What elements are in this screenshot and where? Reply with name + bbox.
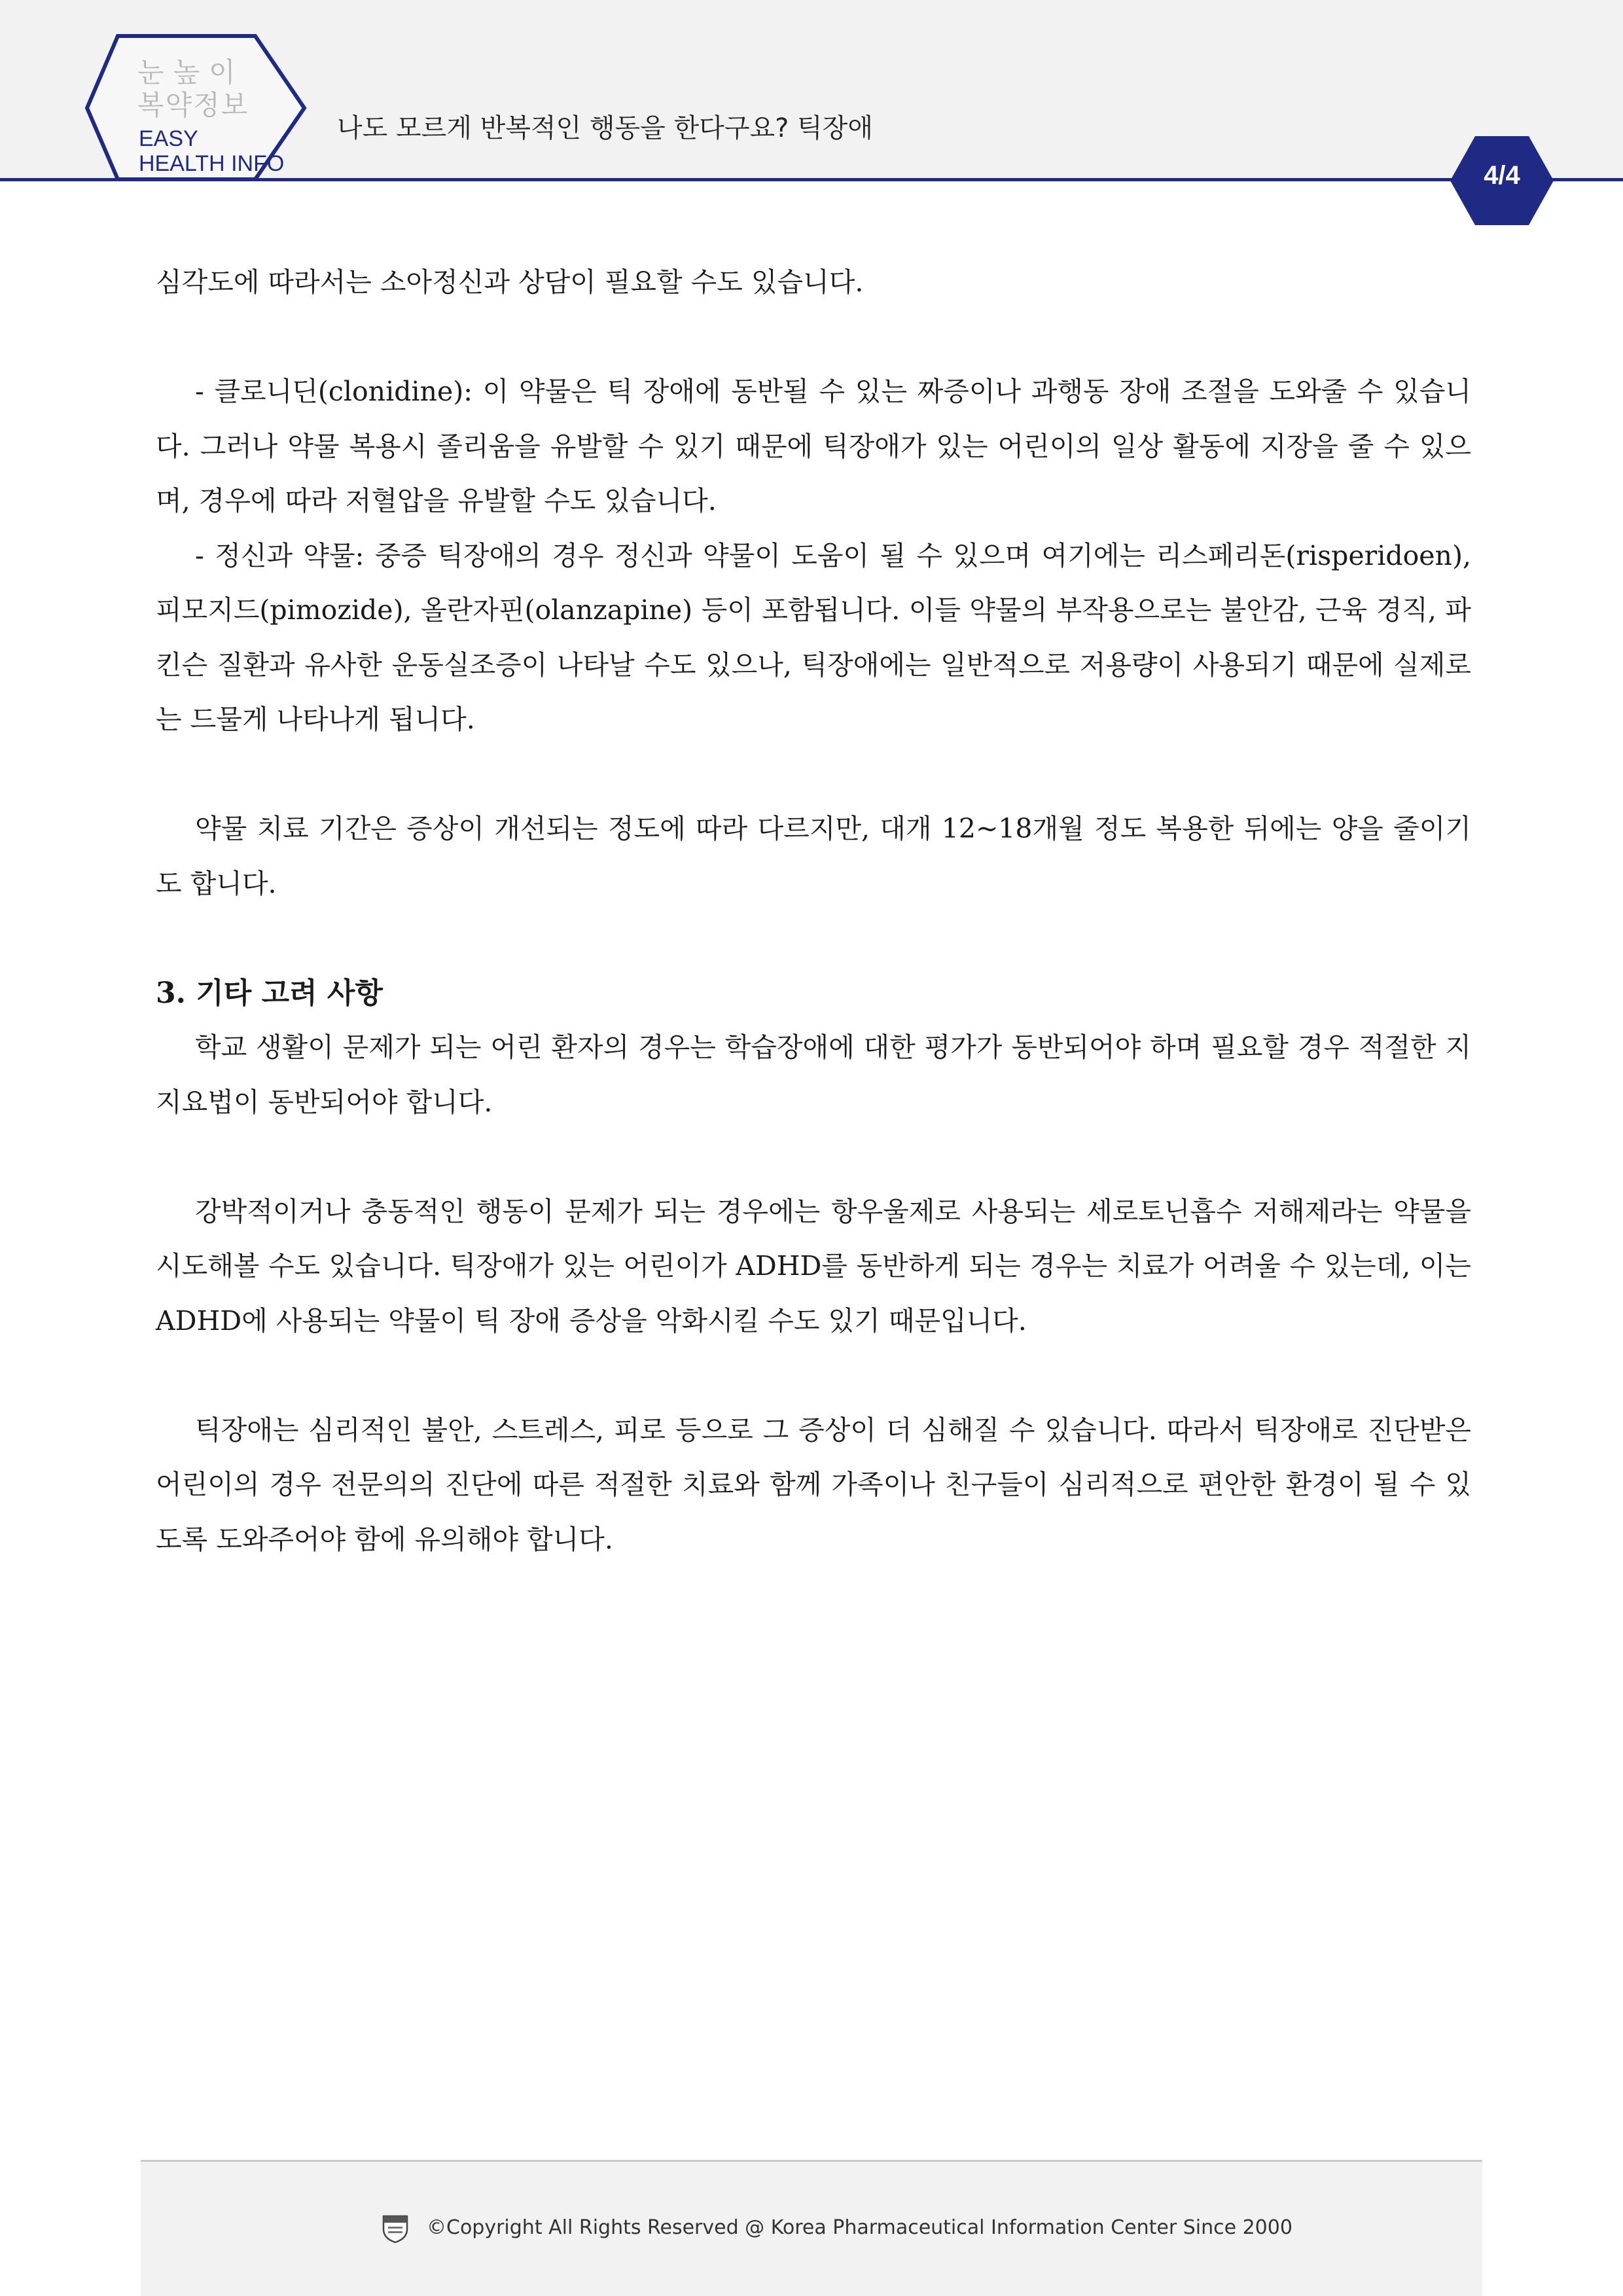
section-heading-other-considerations: 3. 기타 고려 사항 [156,976,383,1010]
paragraph-severity: 심각도에 따라서는 소아정신과 상담이 필요할 수도 있습니다. [156,266,864,298]
paragraph-psychiatric-drugs: - 정신과 약물: 중증 틱장애의 경우 정신과 약물이 도움이 될 수 있으며 여기에는 리스페리돈(risperidoen), 피모지드(pimozide), 올란자핀(olanzapine) 등이 포함됩니다. 이들 약물의 부작용으로는 불안감, 근육 경직, 파킨슨 질환과 유사한 운동실조증이 나타날 수도 있으나, 틱장애에는 일반적으로 저용량이 사용되기 때문에 실제로는 드물게 나타나게 됩니다. [156,539,1471,735]
document-body [156,255,1471,1567]
spacer [156,310,1471,365]
paragraph-stress-factors: 틱장애는 심리적인 불안, 스트레스, 피로 등으로 그 증상이 더 심해질 수 있습니다. 따라서 틱장애로 진단받은 어린이의 경우 전문의의 진단에 따른 적절한 치료와 함께 가족이나 친구들이 심리적으로 편안한 환경이 될 수 있도록 도와주어야 함에 유의해야 합니다. [156,1414,1471,1555]
logo-english-line1: EASY [139,126,198,151]
paragraph-school-life: 학교 생활이 문제가 되는 어린 환자의 경우는 학습장애에 대한 평가가 동반되어야 하며 필요할 경우 적절한 지지요법이 동반되어야 합니다. [156,1031,1471,1118]
spacer [156,1130,1471,1185]
spacer [156,747,1471,802]
logo-korean-line1: 눈높이 [137,56,245,88]
kpic-crest-icon [382,2214,409,2244]
logo-korean-line2: 복약정보 [137,89,249,121]
page-number: 4/4 [1484,161,1520,190]
paragraph-clonidine: - 클로니딘(clonidine): 이 약물은 틱 장애에 동반될 수 있는 짜증이나 과행동 장애 조절을 도와줄 수 있습니다. 그러나 약물 복용시 졸리움을 유발할 수 있기 때문에 틱장애가 있는 어린이의 일상 활동에 지장을 줄 수 있으며, 경우에 따라 저혈압을 유발할 수도 있습니다. [156,376,1471,516]
copyright-text: ©Copyright All Rights Reserved @ Korea Pharmaceutical Information Center Since 2000 [427,2216,1293,2239]
spacer [156,1348,1471,1403]
footer-divider [141,2160,1482,2162]
logo-english-line2: HEALTH INFO [139,151,285,176]
spacer [156,911,1471,966]
paragraph-treatment-period: 약물 치료 기간은 증상이 개선되는 정도에 따라 다르지만, 대개 12~18개월 정도 복용한 뒤에는 양을 줄이기도 합니다. [156,813,1471,899]
paragraph-compulsive-behavior: 강박적이거나 충동적인 행동이 문제가 되는 경우에는 항우울제로 사용되는 세로토닌흡수 저해제라는 약물을 시도해볼 수도 있습니다. 틱장애가 있는 어린이가 ADHD를 동반하게 되는 경우는 치료가 어려울 수 있는데, 이는 ADHD에 사용되는 약물이 틱 장애 증상을 악화시킬 수도 있기 때문입니다. [156,1195,1471,1336]
document-title: 나도 모르게 반복적인 행동을 한다구요? 틱장애 [337,113,873,143]
